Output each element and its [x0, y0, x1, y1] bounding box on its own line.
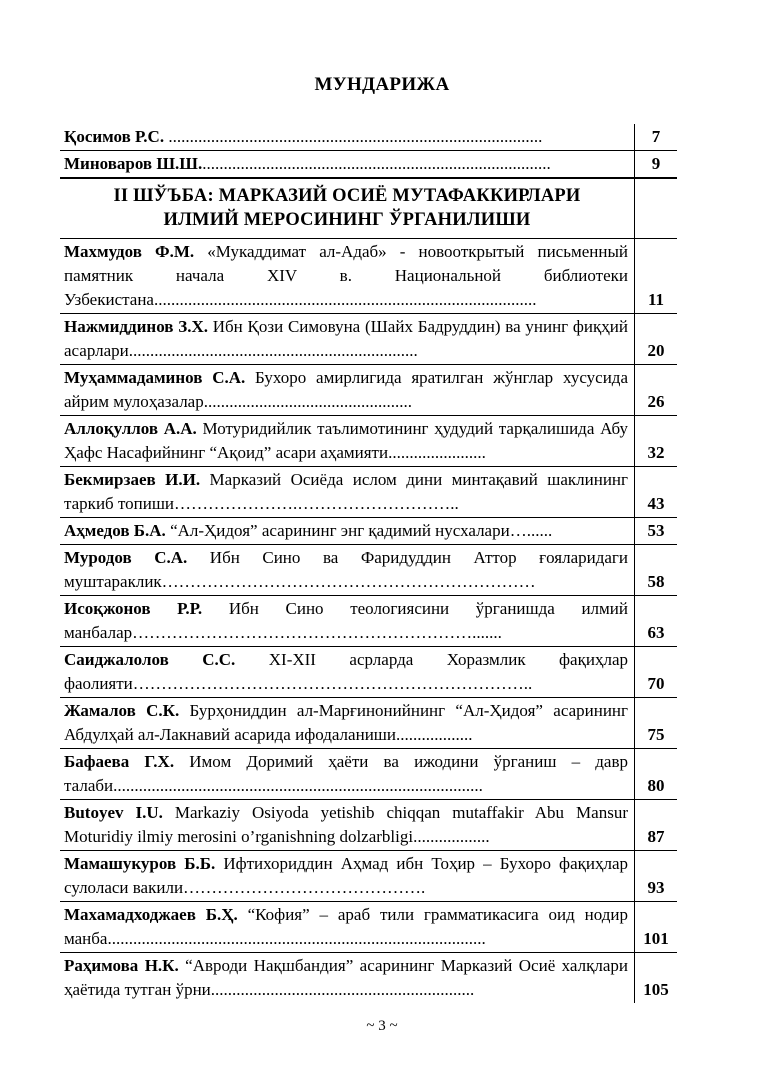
toc-entry	[60, 902, 677, 953]
section-heading-row	[60, 178, 677, 239]
toc-entry	[60, 416, 677, 467]
entry-author: Аҳмедов Б.А.	[64, 521, 166, 540]
entry-author: Исоқжонов Р.Р.	[64, 599, 203, 618]
entry-page-number: 7	[635, 124, 678, 151]
entry-title: Ибн Қози Симовуна (Шайх Бадруддин) ва унинг фиқҳий асарлари....................................................................	[64, 317, 628, 360]
entry-page-number: 32	[635, 416, 678, 467]
entry-page-number: 63	[635, 596, 678, 647]
entry-author: Бафаева Г.Х.	[64, 752, 175, 771]
entry-page-number: 20	[635, 314, 678, 365]
toc-entry	[60, 851, 677, 902]
page-title: МУНДАРИЖА	[314, 74, 450, 95]
toc-entry-text	[60, 416, 635, 467]
entry-page-number: 80	[635, 749, 678, 800]
entry-title: Markaziy Osiyoda yetishib chiqqan mutaffakir Abu Mansur Moturidiy ilmiy merosini o’rganishning dolzarbligi..................	[64, 803, 628, 846]
table-of-contents	[60, 124, 677, 1003]
entry-author: Аллоқуллов А.А.	[64, 419, 197, 438]
toc-entry-text	[60, 467, 635, 518]
toc-entry	[60, 151, 677, 179]
entry-title: Ибн Сино ва Фаридуддин Аттор ғояларидаги муштараклик…………………………………………………………	[64, 548, 628, 591]
entry-author: Муҳаммадаминов С.А.	[64, 368, 246, 387]
entry-author: Миноваров Ш.Ш.	[64, 154, 203, 173]
toc-entry-text	[60, 749, 635, 800]
entry-title: Ифтихориддин Аҳмад ибн Тоҳир – Бухоро фақиҳлар сулоласи вакили…………………………………….	[64, 854, 629, 897]
entry-page-number: 87	[635, 800, 678, 851]
toc-entry-text	[60, 953, 635, 1004]
entry-page-number: 26	[635, 365, 678, 416]
toc-entry-text	[60, 151, 635, 179]
toc-entry-text	[60, 647, 635, 698]
entry-title: ..................................................................................	[202, 154, 551, 173]
toc-entry	[60, 365, 677, 416]
section-page-cell	[635, 178, 678, 239]
toc-entry	[60, 596, 677, 647]
entry-title: Бухоро амирлигида яратилган жўнглар хусусида айрим мулоҳазалар.................................................	[64, 368, 628, 411]
toc-entry	[60, 953, 677, 1004]
entry-author: Қосимов Р.С.	[64, 127, 165, 146]
entry-title: Марказий Осиёда ислом дини минтақавий шаклининг таркиб топиши………………….………………………..	[64, 470, 628, 513]
entry-title: Мотуридийлик таълимотининг ҳудудий тарқалишида Абу Ҳафс Насафийнинг “Ақоид” асари аҳамияти.......................	[64, 419, 628, 462]
toc-entry	[60, 698, 677, 749]
toc-entry-text	[60, 314, 635, 365]
entry-page-number: 43	[635, 467, 678, 518]
entry-page-number: 70	[635, 647, 678, 698]
toc-entry	[60, 647, 677, 698]
toc-entry	[60, 124, 677, 151]
toc-entry-text	[60, 800, 635, 851]
toc-entry	[60, 518, 677, 545]
toc-body	[60, 124, 677, 1003]
toc-entry-text	[60, 851, 635, 902]
entry-author: Жамалов С.К.	[64, 701, 180, 720]
section-heading-line-1: II ШЎЪБА: МАРКАЗИЙ ОСИЁ МУТАФАККИРЛАРИ	[113, 186, 581, 206]
toc-entry	[60, 545, 677, 596]
entry-author: Butoyev I.U.	[64, 803, 163, 822]
page-number-footer: ~ 3 ~	[366, 1018, 398, 1034]
entry-title: ........................................................................................	[164, 127, 543, 146]
toc-entry-text	[60, 902, 635, 953]
entry-page-number: 75	[635, 698, 678, 749]
entry-title: Ибн Сино теологиясини ўрганишда илмий манбалар…………………………………………………….......	[64, 599, 628, 642]
entry-page-number: 58	[635, 545, 678, 596]
entry-author: Муродов С.А.	[64, 548, 188, 567]
entry-author: Махамадходжаев Б.Ҳ.	[64, 905, 238, 924]
toc-entry-text	[60, 365, 635, 416]
toc-entry	[60, 314, 677, 365]
toc-entry-text	[60, 124, 635, 151]
toc-entry-text	[60, 596, 635, 647]
entry-title: “Кофия” – араб тили грамматикасига оид нодир манба.........................................................................................	[64, 905, 628, 948]
entry-author: Нажмиддинов З.Х.	[64, 317, 208, 336]
entry-title: “Авроди Нақшбандия” асарининг Марказий Осиё халқлари ҳаётида тутган ўрни..............................................................	[64, 956, 628, 999]
toc-entry-text	[60, 545, 635, 596]
entry-author: Бекмирзаев И.И.	[64, 470, 201, 489]
entry-title: Имом Доримий ҳаёти ва ижодини ўрганиш – давр талаби.......................................................................................	[64, 752, 629, 795]
entry-page-number: 101	[635, 902, 678, 953]
entry-title: Бурҳониддин ал-Марғинонийнинг “Ал-Ҳидоя” асарининг Абдулҳай ал-Лакнавий асарида ифодаланиши..................	[64, 701, 628, 744]
toc-entry-text	[60, 239, 635, 314]
entry-page-number: 9	[635, 151, 678, 179]
toc-entry	[60, 467, 677, 518]
toc-entry	[60, 239, 677, 314]
entry-page-number: 93	[635, 851, 678, 902]
toc-entry	[60, 800, 677, 851]
section-heading	[60, 178, 635, 239]
entry-title: “Ал-Ҳидоя” асарининг энг қадимий нусхалари…......	[165, 521, 553, 540]
entry-author: Махмудов Ф.М.	[64, 242, 195, 261]
toc-entry-text	[60, 518, 635, 545]
toc-entry	[60, 749, 677, 800]
entry-page-number: 11	[635, 239, 678, 314]
entry-author: Саиджалолов С.С.	[64, 650, 236, 669]
entry-author: Мамашукуров Б.Б.	[64, 854, 216, 873]
toc-entry-text	[60, 698, 635, 749]
entry-page-number: 105	[635, 953, 678, 1004]
section-heading-line-2: ИЛМИЙ МЕРОСИНИНГ ЎРГАНИЛИШИ	[163, 210, 531, 230]
entry-page-number: 53	[635, 518, 678, 545]
entry-title: «Мукаддимат ал-Адаб» - новооткрытый письменный памятник начала XIV в. Национальной библиотеки Узбекистана..........................................................................................	[64, 242, 628, 309]
entry-author: Раҳимова Н.К.	[64, 956, 179, 975]
entry-title: XI-XII асрларда Хоразмлик фақиҳлар фаолияти……………………………………………………………..	[64, 650, 628, 693]
